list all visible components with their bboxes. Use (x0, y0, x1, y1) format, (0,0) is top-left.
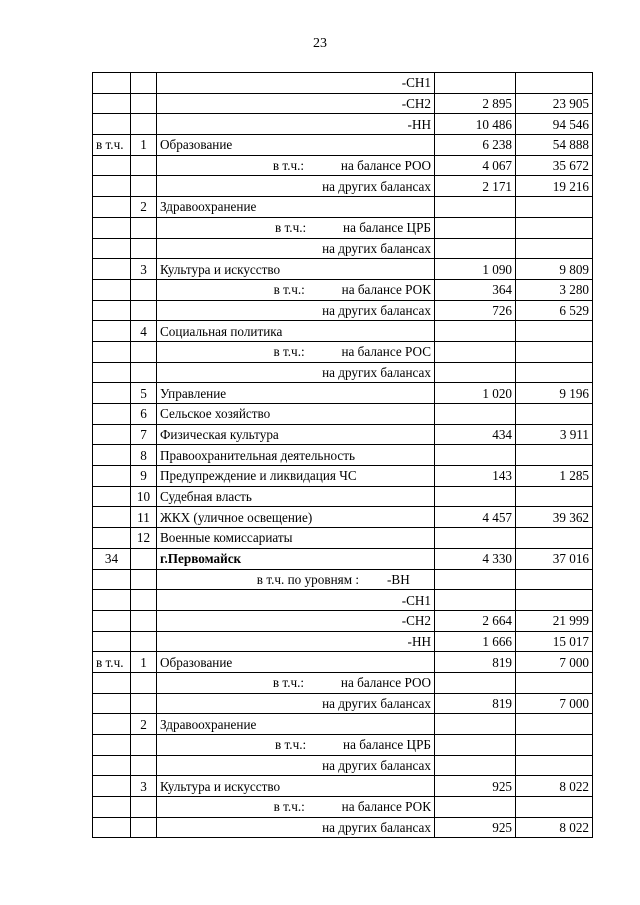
value-col-2-cell (516, 755, 593, 776)
value-col-2-cell: 7 000 (516, 652, 593, 673)
row-prefix-cell (93, 631, 131, 652)
value-col-2-cell (516, 404, 593, 425)
item-number-cell: 10 (131, 486, 157, 507)
item-number-cell (131, 797, 157, 818)
value-col-2-cell (516, 569, 593, 590)
item-name-cell: Социальная политика (157, 321, 435, 342)
item-name-cell (157, 341, 435, 362)
value-col-1-cell: 726 (435, 300, 516, 321)
value-col-1-cell: 925 (435, 776, 516, 797)
table-row (93, 197, 593, 218)
value-col-1-cell: 2 895 (435, 93, 516, 114)
value-col-1-cell (435, 797, 516, 818)
value-col-1-cell: 1 090 (435, 259, 516, 280)
table-row (93, 217, 593, 238)
item-number-cell (131, 217, 157, 238)
item-number-cell (131, 610, 157, 631)
item-number-cell (131, 155, 157, 176)
item-number-cell (131, 548, 157, 569)
value-col-2-cell (516, 797, 593, 818)
table-row (93, 445, 593, 466)
item-number-cell (131, 176, 157, 197)
value-col-1-cell (435, 341, 516, 362)
row-prefix-cell (93, 383, 131, 404)
table-row (93, 466, 593, 487)
value-col-2-cell: 39 362 (516, 507, 593, 528)
table-row (93, 507, 593, 528)
value-col-1-cell: 2 664 (435, 610, 516, 631)
value-col-1-cell (435, 672, 516, 693)
item-name-cell: на других балансах (157, 238, 435, 259)
row-prefix-cell (93, 155, 131, 176)
table-row (93, 279, 593, 300)
item-number-cell (131, 755, 157, 776)
item-number-cell: 9 (131, 466, 157, 487)
table-row (93, 341, 593, 362)
item-name-cell: Военные комиссариаты (157, 528, 435, 549)
value-col-1-cell (435, 217, 516, 238)
row-prefix-cell: в т.ч. (93, 652, 131, 673)
item-name-cell: Здравоохранение (157, 197, 435, 218)
balance-holder-label: на балансе ЦРБ (343, 737, 431, 753)
sub-prefix-label: в т.ч.: (275, 737, 307, 753)
balance-holder-label: на балансе РОК (341, 282, 431, 298)
table-row (93, 693, 593, 714)
item-number-cell (131, 672, 157, 693)
row-prefix-cell (93, 238, 131, 259)
value-col-2-cell (516, 714, 593, 735)
value-col-1-cell: 819 (435, 652, 516, 673)
item-name-cell: на других балансах (157, 755, 435, 776)
value-col-2-cell: 3 911 (516, 424, 593, 445)
value-col-2-cell: 9 196 (516, 383, 593, 404)
item-name-cell (157, 672, 435, 693)
table-row (93, 73, 593, 94)
item-name-cell: Судебная власть (157, 486, 435, 507)
value-col-2-cell (516, 321, 593, 342)
value-col-1-cell: 2 171 (435, 176, 516, 197)
value-col-2-cell: 8 022 (516, 817, 593, 838)
item-name-cell: Здравоохранение (157, 714, 435, 735)
value-col-2-cell (516, 486, 593, 507)
table-row (93, 383, 593, 404)
item-name-cell: на других балансах (157, 693, 435, 714)
item-name-cell: Образование (157, 135, 435, 156)
row-prefix-cell (93, 259, 131, 280)
row-prefix-cell (93, 466, 131, 487)
value-col-1-cell: 434 (435, 424, 516, 445)
item-name-cell: -СН2 (157, 93, 435, 114)
row-prefix-cell (93, 569, 131, 590)
value-col-1-cell (435, 404, 516, 425)
value-col-1-cell: 4 457 (435, 507, 516, 528)
item-name-cell (157, 217, 435, 238)
value-col-1-cell (435, 73, 516, 94)
value-col-1-cell: 6 238 (435, 135, 516, 156)
item-number-cell (131, 341, 157, 362)
table-row (93, 259, 593, 280)
table-row (93, 755, 593, 776)
item-number-cell (131, 569, 157, 590)
table-row (93, 321, 593, 342)
table-row (93, 155, 593, 176)
item-number-cell (131, 735, 157, 756)
balance-holder-label: на балансе РОК (341, 799, 431, 815)
row-prefix-cell (93, 217, 131, 238)
value-col-2-cell (516, 672, 593, 693)
value-col-1-cell (435, 197, 516, 218)
table-row (93, 569, 593, 590)
item-number-cell (131, 238, 157, 259)
row-prefix-cell (93, 507, 131, 528)
value-col-2-cell: 54 888 (516, 135, 593, 156)
item-name-cell: Образование (157, 652, 435, 673)
value-col-1-cell (435, 755, 516, 776)
page-number: 23 (313, 36, 327, 51)
item-number-cell (131, 279, 157, 300)
value-col-1-cell: 1 020 (435, 383, 516, 404)
item-name-cell: на других балансах (157, 362, 435, 383)
value-col-1-cell (435, 486, 516, 507)
item-name-cell: Культура и искусство (157, 776, 435, 797)
levels-label: в т.ч. по уровням : (256, 571, 359, 587)
table-row (93, 548, 593, 569)
item-number-cell: 2 (131, 197, 157, 218)
value-col-1-cell (435, 362, 516, 383)
row-prefix-cell (93, 797, 131, 818)
table-row (93, 404, 593, 425)
item-name-cell (157, 735, 435, 756)
value-col-2-cell (516, 528, 593, 549)
value-col-2-cell: 21 999 (516, 610, 593, 631)
value-col-1-cell (435, 735, 516, 756)
item-number-cell (131, 73, 157, 94)
value-col-1-cell (435, 445, 516, 466)
table-row (93, 610, 593, 631)
item-name-cell: -СН2 (157, 610, 435, 631)
table-body (93, 73, 593, 838)
row-prefix-cell (93, 528, 131, 549)
value-col-2-cell: 3 280 (516, 279, 593, 300)
item-number-cell: 1 (131, 652, 157, 673)
item-number-cell (131, 93, 157, 114)
row-prefix-cell (93, 735, 131, 756)
item-number-cell: 7 (131, 424, 157, 445)
value-col-1-cell: 364 (435, 279, 516, 300)
item-name-cell: -СН1 (157, 73, 435, 94)
item-name-cell: ЖКХ (уличное освещение) (157, 507, 435, 528)
table-row (93, 528, 593, 549)
item-number-cell (131, 114, 157, 135)
item-name-cell: на других балансах (157, 817, 435, 838)
value-col-2-cell (516, 73, 593, 94)
table-row (93, 672, 593, 693)
table-row (93, 114, 593, 135)
item-name-cell: Управление (157, 383, 435, 404)
value-col-2-cell (516, 362, 593, 383)
value-col-1-cell (435, 321, 516, 342)
item-name-cell (157, 797, 435, 818)
value-col-1-cell (435, 714, 516, 735)
value-col-1-cell (435, 238, 516, 259)
item-number-cell: 8 (131, 445, 157, 466)
value-col-1-cell: 143 (435, 466, 516, 487)
item-name-cell: на других балансах (157, 300, 435, 321)
value-col-1-cell: 4 330 (435, 548, 516, 569)
item-number-cell: 2 (131, 714, 157, 735)
value-col-1-cell (435, 528, 516, 549)
row-prefix-cell (93, 672, 131, 693)
sub-prefix-label: в т.ч.: (275, 220, 307, 236)
table-row (93, 714, 593, 735)
sub-prefix-label: в т.ч.: (272, 675, 305, 691)
value-col-2-cell: 6 529 (516, 300, 593, 321)
item-number-cell (131, 300, 157, 321)
row-prefix-cell (93, 693, 131, 714)
row-prefix-cell (93, 341, 131, 362)
row-prefix-cell (93, 486, 131, 507)
value-col-1-cell: 4 067 (435, 155, 516, 176)
row-prefix-cell (93, 590, 131, 611)
row-prefix-cell (93, 197, 131, 218)
balance-holder-label: на балансе ЦРБ (343, 220, 431, 236)
city-name-cell: г.Первомайск (157, 548, 435, 569)
row-prefix-cell: в т.ч. (93, 135, 131, 156)
item-name-cell: на других балансах (157, 176, 435, 197)
item-number-cell (131, 362, 157, 383)
item-number-cell: 5 (131, 383, 157, 404)
row-prefix-cell (93, 445, 131, 466)
row-prefix-cell (93, 300, 131, 321)
item-number-cell: 3 (131, 259, 157, 280)
item-name-cell (157, 155, 435, 176)
value-col-2-cell: 19 216 (516, 176, 593, 197)
table-row (93, 797, 593, 818)
value-col-1-cell: 10 486 (435, 114, 516, 135)
balance-holder-label: на балансе РОС (341, 344, 431, 360)
value-col-2-cell: 9 809 (516, 259, 593, 280)
table-row (93, 486, 593, 507)
value-col-2-cell: 8 022 (516, 776, 593, 797)
value-col-2-cell: 7 000 (516, 693, 593, 714)
budget-table (92, 72, 593, 838)
table-row (93, 300, 593, 321)
item-number-cell (131, 817, 157, 838)
value-col-2-cell: 1 285 (516, 466, 593, 487)
row-prefix-cell (93, 321, 131, 342)
item-number-cell: 6 (131, 404, 157, 425)
voltage-level-label: -ВН (387, 571, 410, 587)
item-number-cell: 4 (131, 321, 157, 342)
row-prefix-cell (93, 755, 131, 776)
value-col-1-cell: 925 (435, 817, 516, 838)
item-name-cell (157, 279, 435, 300)
table-row (93, 176, 593, 197)
value-col-2-cell: 94 546 (516, 114, 593, 135)
row-prefix-cell (93, 73, 131, 94)
row-prefix-cell (93, 776, 131, 797)
item-name-cell: Физическая культура (157, 424, 435, 445)
value-col-2-cell: 37 016 (516, 548, 593, 569)
row-prefix-cell (93, 176, 131, 197)
value-col-2-cell (516, 217, 593, 238)
table-row (93, 93, 593, 114)
value-col-1-cell: 819 (435, 693, 516, 714)
table-row (93, 735, 593, 756)
item-name-cell: Правоохранительная деятельность (157, 445, 435, 466)
row-prefix-cell (93, 714, 131, 735)
balance-holder-label: на балансе РОО (340, 675, 431, 691)
item-name-cell: -НН (157, 114, 435, 135)
sub-prefix-label: в т.ч.: (273, 282, 305, 298)
balance-holder-label: на балансе РОО (340, 158, 431, 174)
value-col-2-cell: 15 017 (516, 631, 593, 652)
table-row (93, 631, 593, 652)
value-col-2-cell (516, 735, 593, 756)
table-row (93, 817, 593, 838)
row-prefix-cell: 34 (93, 548, 131, 569)
table-row (93, 652, 593, 673)
row-prefix-cell (93, 404, 131, 425)
item-name-cell: Предупреждение и ликвидация ЧС (157, 466, 435, 487)
sub-prefix-label: в т.ч.: (273, 344, 305, 360)
row-prefix-cell (93, 114, 131, 135)
value-col-2-cell (516, 238, 593, 259)
item-name-cell: -СН1 (157, 590, 435, 611)
row-prefix-cell (93, 610, 131, 631)
value-col-2-cell (516, 590, 593, 611)
table-row (93, 776, 593, 797)
sub-prefix-label: в т.ч.: (273, 799, 305, 815)
value-col-2-cell (516, 445, 593, 466)
value-col-2-cell: 23 905 (516, 93, 593, 114)
table-row (93, 362, 593, 383)
item-number-cell (131, 631, 157, 652)
item-number-cell: 12 (131, 528, 157, 549)
row-prefix-cell (93, 279, 131, 300)
value-col-2-cell: 35 672 (516, 155, 593, 176)
row-prefix-cell (93, 362, 131, 383)
value-col-1-cell: 1 666 (435, 631, 516, 652)
table-row (93, 135, 593, 156)
item-name-cell: Культура и искусство (157, 259, 435, 280)
value-col-1-cell (435, 590, 516, 611)
row-prefix-cell (93, 424, 131, 445)
item-name-cell: Сельское хозяйство (157, 404, 435, 425)
table-row (93, 590, 593, 611)
item-number-cell (131, 693, 157, 714)
table-row (93, 424, 593, 445)
value-col-2-cell (516, 197, 593, 218)
table-row (93, 238, 593, 259)
item-number-cell (131, 590, 157, 611)
value-col-2-cell (516, 341, 593, 362)
item-number-cell: 3 (131, 776, 157, 797)
item-number-cell: 11 (131, 507, 157, 528)
item-name-cell: -НН (157, 631, 435, 652)
item-number-cell: 1 (131, 135, 157, 156)
sub-prefix-label: в т.ч.: (272, 158, 305, 174)
row-prefix-cell (93, 93, 131, 114)
item-name-cell (157, 569, 435, 590)
row-prefix-cell (93, 817, 131, 838)
value-col-1-cell (435, 569, 516, 590)
